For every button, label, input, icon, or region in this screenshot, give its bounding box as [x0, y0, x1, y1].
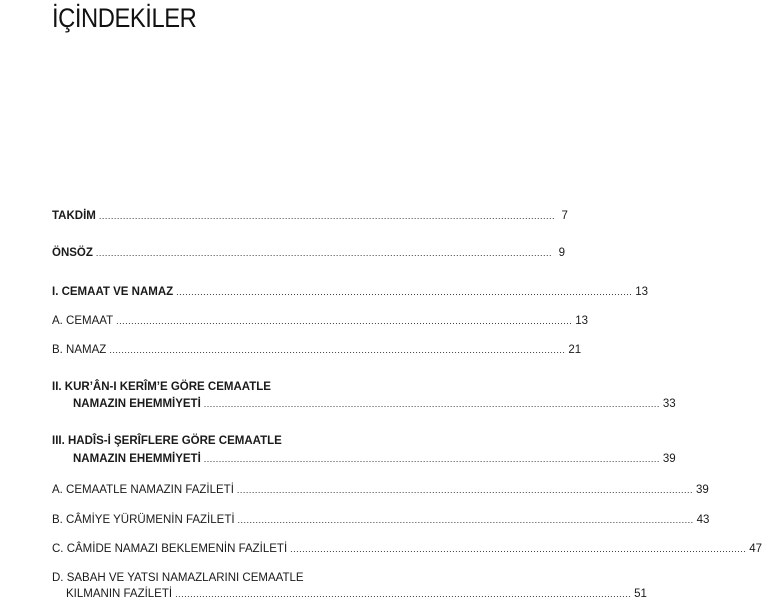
toc-entry-onsoz[interactable]: [52, 246, 565, 260]
toc-entry-page: 33: [662, 398, 676, 410]
toc-entry-page: 13: [635, 286, 649, 298]
toc-entry-page: 9: [558, 247, 565, 259]
toc-entry-cemaat[interactable]: [52, 314, 589, 328]
dot-leader: ........................................................................................................................................................: [203, 454, 660, 464]
toc-entry-label: C. CÂMİDE NAMAZI BEKLEMENİN FAZİLETİ: [52, 543, 288, 555]
toc-entry-label: I. CEMAAT VE NAMAZ: [52, 286, 174, 298]
toc-entry-cemaatle-namazin-fazileti[interactable]: [52, 483, 709, 497]
dot-leader: ........................................................................................................................................................: [176, 287, 633, 297]
toc-entry-page: 21: [568, 344, 582, 356]
toc-entry-takdim[interactable]: [52, 209, 568, 223]
toc-entry-hadis-line1: III. HADÎS-İ ŞERÎFLERE GÖRE CEMAATLE: [52, 435, 282, 447]
toc-entry-page: 7: [561, 210, 568, 222]
dot-leader: ........................................................................................................................................................: [237, 515, 694, 525]
toc-entry-page: 47: [749, 543, 762, 555]
dot-leader: ........................................................................................................................................................: [116, 316, 573, 326]
toc-entry-page: 39: [695, 484, 709, 496]
toc-entry-label: TAKDİM: [52, 210, 96, 222]
toc-entry-hadis[interactable]: [73, 452, 676, 466]
toc-entry-kuran-line1: II. KUR’ÂN-I KERÎM’E GÖRE CEMAATLE: [52, 381, 271, 393]
toc-entry-namaz[interactable]: [52, 343, 582, 357]
dot-leader: ........................................................................................................................................................: [98, 211, 555, 221]
toc-entry-cemaat-ve-namaz[interactable]: [52, 285, 649, 299]
dot-leader: ........................................................................................................................................................: [175, 589, 632, 599]
toc-entry-label: A. CEMAATLE NAMAZIN FAZİLETİ: [52, 484, 234, 496]
toc-entry-label: B. NAMAZ: [52, 344, 107, 356]
toc-entry-label: A. CEMAAT: [52, 315, 114, 327]
toc-entry-sabah-yatsi[interactable]: [66, 587, 647, 601]
dot-leader: ........................................................................................................................................................: [236, 485, 693, 495]
dot-leader: ........................................................................................................................................................: [95, 248, 552, 258]
dot-leader: ........................................................................................................................................................: [203, 399, 660, 409]
toc-entry-page: 43: [696, 514, 710, 526]
toc-entry-label: ÖNSÖZ: [52, 247, 93, 259]
toc-entry-page: 39: [662, 453, 676, 465]
toc-entry-page: 13: [575, 315, 589, 327]
toc-entry-camide-namazi-beklemenin-fazileti[interactable]: [52, 542, 762, 556]
dot-leader: ........................................................................................................................................................: [109, 345, 566, 355]
toc-entry-sabah-yatsi-line1: D. SABAH VE YATSI NAMAZLARINI CEMAATLE: [52, 572, 304, 584]
dot-leader: ........................................................................................................................................................: [290, 544, 747, 554]
toc-entry-label: KILMANIN FAZİLETİ: [66, 588, 173, 600]
toc-entry-label: NAMAZIN EHEMMİYETİ: [73, 453, 201, 465]
toc-entry-label: NAMAZIN EHEMMİYETİ: [73, 398, 201, 410]
toc-entry-camiye-yurumenin-fazileti[interactable]: [52, 513, 710, 527]
toc-entry-kuran[interactable]: [73, 397, 676, 411]
toc-entry-page: 51: [634, 588, 647, 600]
page-title: İÇİNDEKİLER: [52, 3, 197, 33]
toc-entry-label: B. CÂMİYE YÜRÜMENİN FAZİLETİ: [52, 514, 235, 526]
